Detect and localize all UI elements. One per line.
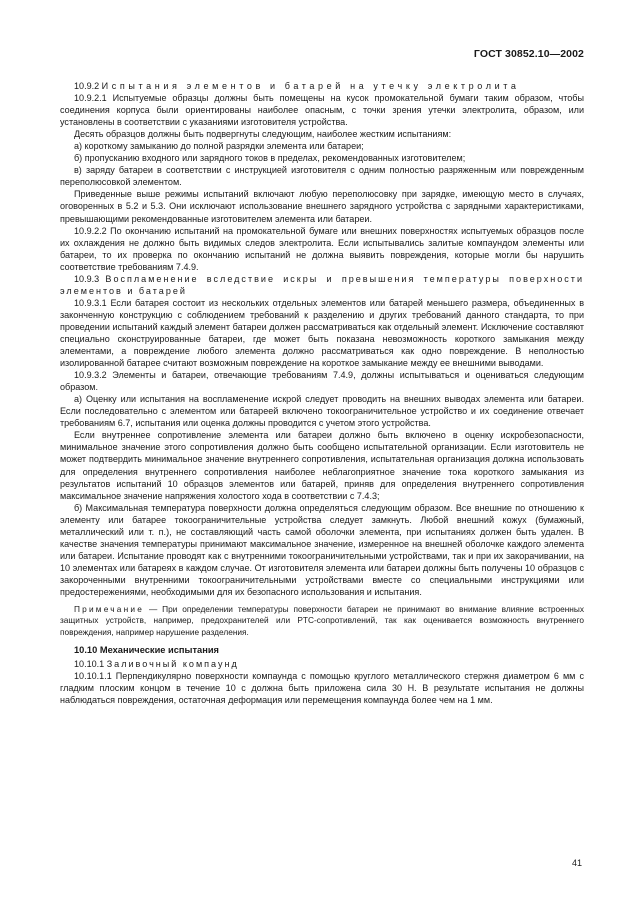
document-body: [60, 80, 584, 706]
list-item: в) заряду батареи в соответствии с инструкцией изготовителя с одним полностью разряженным или поврежденным переполюсовкой элементом.: [60, 165, 584, 188]
paragraph: б) Максимальная температура поверхности должна определяться следующим образом. Все внешние по отношению к элементу или батарее токоограничительные устройства следует замкнуть. Любой внешний кожух (бумажный, металлический или т. п.), не составляющий часть самой оболочки элемента, при испытаниях должен быть удален. В качестве значения температуры принимают максимальное значение, измеренное на внешней оболочке каждого элемента или батареи. Испытание проводят как с внутренними токоограничительными устройствами, так и при их закорачивании, на 10 элементах или батареях в каждом случае. От изготовителя элемента или батареи должны быть получены 10 образцов с закороченными внутренними токоограничительными устройствами вместе со специальными инструкциями или предостережениями, необходимыми для их безопасного использования и испытания.: [60, 502, 584, 597]
paragraph: а) Оценку или испытания на воспламенение искрой следует проводить на внешних выводах элемента или батареи. Если последовательно с элементом или батареей включено токоограничительное устройство и их соединение отвечает требованиям 6.7, испытания или оценка должны проводится с учетом этого устройства.: [60, 394, 584, 429]
paragraph: Приведенные выше режимы испытаний включают любую переполюсовку при зарядке, имеющую место в случаях, оговоренных в 5.2 и 5.3. Они исключают использование внешнего зарядного устройства с зарядными характеристиками, превышающими рекомендованные изготовителем элемента или батареи.: [60, 189, 584, 224]
paragraph: 10.9.3.2 Элементы и батареи, отвечающие требованиям 7.4.9, должны испытываться и оцениваться следующим образом.: [60, 370, 584, 393]
list-item: б) пропусканию входного или зарядного токов в пределах, рекомендованных изготовителем;: [74, 153, 466, 164]
section-title: Испытания элементов и батарей на утечку электролита: [101, 81, 520, 91]
section-number: 10.10.1: [74, 658, 105, 669]
list-item: а) короткому замыканию до полной разрядки элемента или батареи;: [74, 141, 364, 152]
note-text: — При определении температуры поверхности батареи не принимают во внимание влияние встроенных защитных устройств, например, предохранителей или PTC-сопротивлений, так как оценивается возможность внутреннего повреждения, например нарушение разделения.: [60, 604, 584, 637]
note: [60, 604, 584, 638]
section-title: Воспламенение вследствие искры и превышения температуры поверхности элементов и батарей: [60, 273, 585, 296]
page-number: 41: [571, 858, 582, 868]
standard-header: ГОСТ 30852.10—2002: [473, 48, 584, 60]
note-label: Примечание: [74, 604, 145, 615]
section-title: Заливочный компаунд: [106, 658, 239, 669]
section-heading-10-9-3: [60, 273, 584, 297]
paragraph: 10.9.3.1 Если батарея состоит из нескольких отдельных элементов или батарей меньшего размера, объединенных в законченную конструкцию с соблюдением требований к разделению и других требований данного стандарта, то при проведении испытаний каждый элемент батареи должен рассматриваться как отдельный элемент. Исключение составляют специально сконструированные батареи, где может быть показана невозможность короткого замыкания между элементами, а повреждение любого элемента должно рассматриваться как одно повреждение. В неполностью изолированной батарее считают возможным повреждение на короткое замыкание между ее внешними выводами.: [60, 297, 584, 369]
section-number: 10.9.2: [74, 81, 100, 91]
section-number: 10.9.3: [74, 273, 100, 284]
paragraph: Если внутреннее сопротивление элемента или батареи должно быть включено в оценку искробезопасности, минимальное значение этого сопротивления должно быть сообщено испытательной организации. Если изготовитель не может подтвердить минимальное значение внутреннего сопротивления, испытательная организация должна использовать для определения внутреннего сопротивления наиболее неблагоприятное значение тока короткого замыкания из результатов испытаний 10 образцов элементов или батарей, приняв для определения внутреннего сопротивления максимальное значение напряжения холостого хода в соответствии с 7.4.3;: [60, 430, 584, 501]
paragraph: 10.9.2.2 По окончанию испытаний на промокательной бумаге или внешних поверхностях испытуемых образцов после их охлаждения не должно быть видимых следов электролита. Если испытывались залитые компаундом элементы или батареи, то их проверка по окончанию испытаний не должна выявить повреждения, которые могли бы нарушить соответствие требованиям 7.4.9.: [60, 225, 584, 272]
section-heading-10-10-1: [60, 658, 584, 670]
section-heading-10-10: 10.10 Механические испытания: [74, 644, 219, 655]
paragraph: 10.10.1.1 Перпендикулярно поверхности компаунда с помощью круглого металлического стержня диаметром 6 мм с гладким плоским концом в течение 10 с должна быть приложена сила 30 Н. В результате испытания не должны наблюдаться повреждения, остаточная деформация или перемещения компаунда более чем на 1 мм.: [60, 671, 584, 706]
paragraph: 10.9.2.1 Испытуемые образцы должны быть помещены на кусок промокательной бумаги таким образом, чтобы соединения корпуса были ориентированы наиболее опасным, с точки зрения утечки электролита, образом, или установлены в соответствии с указаниями изготовителя устройства.: [60, 93, 584, 128]
section-heading-10-9-2: [60, 80, 584, 92]
paragraph: Десять образцов должны быть подвергнуты следующим, наиболее жестким испытаниям:: [74, 129, 452, 140]
